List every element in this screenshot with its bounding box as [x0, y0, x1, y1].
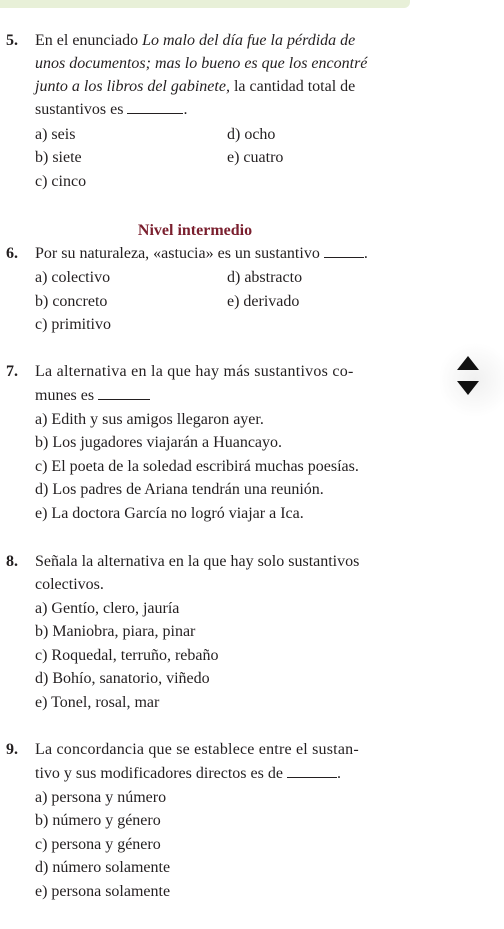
scroll-control[interactable]	[455, 356, 483, 402]
question-text-line: junto a los libros del gabinete, la cantidad total de	[35, 78, 356, 95]
question-number: 7.	[6, 363, 18, 380]
option-b: b) concreto	[35, 293, 108, 310]
option-a: a) colectivo	[35, 269, 111, 286]
question-text-line: La alternativa en la que hay más sustantivos co-	[35, 363, 354, 380]
question-number: 9.	[6, 741, 18, 758]
option-d: d) Bohío, sanatorio, viñedo	[35, 670, 210, 687]
section-title: Nivel intermedio	[137, 222, 253, 239]
option-a: a) seis	[35, 126, 76, 143]
answer-blank	[127, 112, 183, 114]
scroll-up-icon[interactable]	[457, 356, 479, 370]
answer-blank	[98, 398, 150, 400]
question-text-line: Por su naturaleza, «astucia» es un sustantivo .	[35, 245, 368, 262]
question-text-line: sustantivos es .	[35, 101, 188, 118]
question-text-line: tivo y sus modificadores directos es de .	[35, 765, 341, 782]
option-a: a) Edith y sus amigos llegaron ayer.	[35, 411, 264, 428]
question-number: 8.	[6, 553, 18, 570]
top-decorative-bar	[0, 0, 410, 8]
question-number: 5.	[6, 32, 18, 49]
question-text-line: munes es	[35, 387, 150, 405]
option-e: e) persona solamente	[35, 883, 171, 900]
option-d: d) abstracto	[227, 269, 303, 286]
option-e: e) cuatro	[227, 149, 284, 166]
option-a: a) persona y número	[35, 789, 167, 806]
option-d: d) número solamente	[35, 859, 171, 876]
option-e: e) Tonel, rosal, mar	[35, 694, 160, 711]
option-c: c) Roquedal, terruño, rebaño	[35, 647, 219, 664]
question-text-line: En el enunciado Lo malo del día fue la pérdida de	[35, 32, 356, 49]
question-number: 6.	[6, 245, 18, 262]
option-c: c) primitivo	[35, 316, 111, 333]
option-d: d) ocho	[227, 126, 276, 143]
question-text-line: unos documentos; mas lo bueno es que los encontré	[35, 55, 368, 72]
option-a: a) Gentío, clero, jauría	[35, 600, 180, 617]
answer-blank	[287, 776, 337, 778]
option-e: e) La doctora García no logró viajar a Ica.	[35, 505, 304, 522]
option-b: b) Maniobra, piara, pinar	[35, 623, 196, 640]
question-text-line: colectivos.	[35, 576, 104, 593]
question-text-line: La concordancia que se establece entre el sustan-	[35, 741, 359, 758]
option-b: b) Los jugadores viajarán a Huancayo.	[35, 434, 283, 451]
option-c: c) El poeta de la soledad escribirá muchas poesías.	[35, 458, 359, 475]
option-b: b) siete	[35, 149, 82, 166]
question-text-line: Señala la alternativa en la que hay solo sustantivos	[35, 553, 360, 570]
option-d: d) Los padres de Ariana tendrán una reunión.	[35, 481, 324, 498]
option-c: c) persona y género	[35, 836, 161, 853]
option-c: c) cinco	[35, 173, 87, 190]
scroll-down-icon[interactable]	[457, 381, 479, 395]
answer-blank	[324, 256, 364, 258]
option-b: b) número y género	[35, 812, 161, 829]
option-e: e) derivado	[227, 293, 300, 310]
